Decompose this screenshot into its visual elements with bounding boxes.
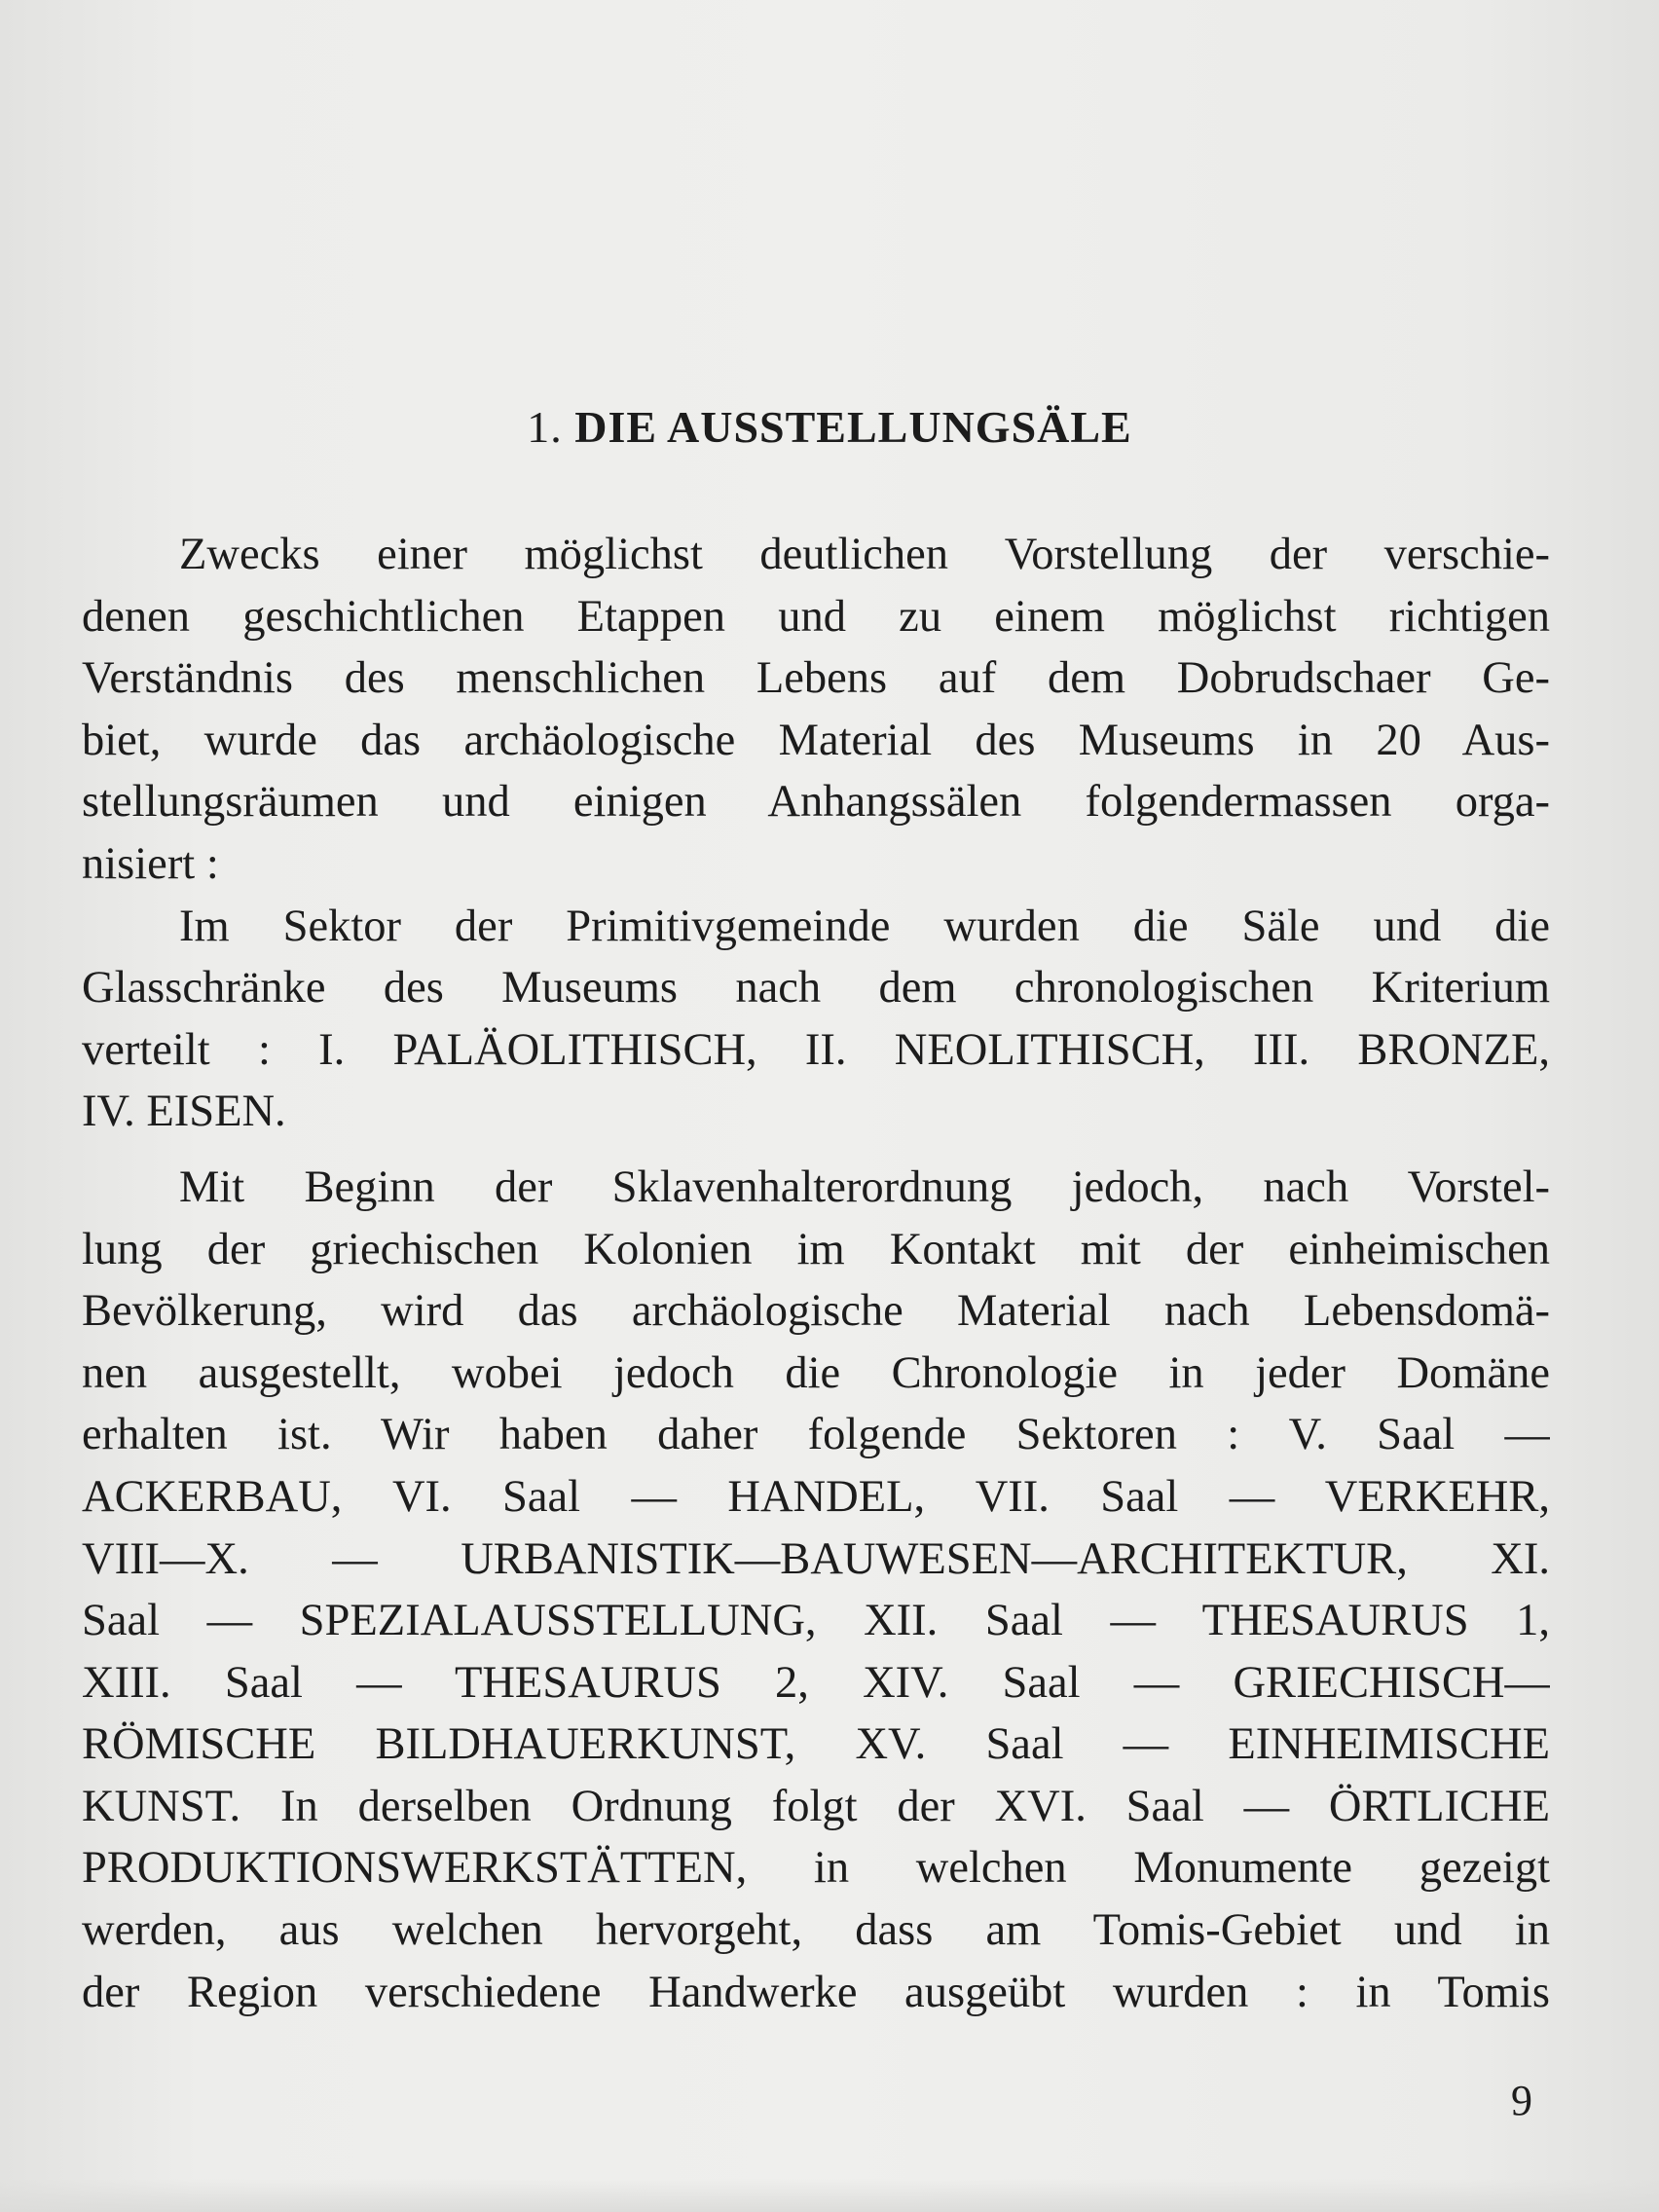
section-number: 1. [527, 402, 563, 452]
text-line: ACKERBAU, VI. Saal — HANDEL, VII. Saal — VERKEHR, [82, 1471, 1550, 1522]
text-line: werden, aus welchen hervorgeht, dass am Tomis-Gebiet und in [82, 1905, 1550, 1956]
paragraph-gap [82, 1143, 1550, 1157]
text-line: erhalten ist. Wir haben daher folgende Sektoren : V. Saal — [82, 1410, 1550, 1460]
text-line: XIII. Saal — THESAURUS 2, XIV. Saal — GRIECHISCH— [82, 1657, 1550, 1708]
text-line: stellungsräumen und einigen Anhangssälen folgendermassen orga- [82, 777, 1550, 828]
page-number: 9 [1511, 2077, 1532, 2124]
text-line: Saal — SPEZIALAUSSTELLUNG, XII. Saal — THESAURUS 1, [82, 1596, 1550, 1646]
text-line: Mit Beginn der Sklavenhalterordnung jedoch, nach Vorstel- [179, 1161, 1550, 1212]
text-line: Glasschränke des Museums nach dem chronologischen Kriterium [82, 963, 1550, 1014]
text-line: lung der griechischen Kolonien im Kontakt mit der einheimischen [82, 1224, 1550, 1274]
text-line: Verständnis des menschlichen Lebens auf dem Dobrudschaer Ge- [82, 653, 1550, 704]
text-line: nen ausgestellt, wobei jedoch die Chronologie in jeder Domäne [82, 1347, 1550, 1398]
text-line: nisiert : [82, 838, 219, 889]
text-line: Bevölkerung, wird das archäologische Material nach Lebensdomä- [82, 1286, 1550, 1337]
text-line: VIII—X. — URBANISTIK—BAUWESEN—ARCHITEKTUR, XI. [82, 1533, 1550, 1584]
page-bottom-edge [0, 2179, 1659, 2212]
text-line: biet, wurde das archäologische Material des Museums in 20 Aus- [82, 715, 1550, 765]
text-line: der Region verschiedene Handwerke ausgeübt wurden : in Tomis [82, 1967, 1550, 2017]
text-line: verteilt : I. PALÄOLITHISCH, II. NEOLITHISCH, III. BRONZE, [82, 1024, 1550, 1075]
text-line: KUNST. In derselben Ordnung folgt der XVI. Saal — ÖRTLICHE [82, 1781, 1550, 1831]
body-text [82, 524, 1550, 2023]
text-line: PRODUKTIONSWERKSTÄTTEN, in welchen Monumente gezeigt [82, 1843, 1550, 1894]
text-line: Zwecks einer möglichst deutlichen Vorstellung der verschie- [179, 530, 1550, 579]
text-line: IV. EISEN. [82, 1087, 286, 1137]
text-line: denen geschichtlichen Etappen und zu einem möglichst richtigen [82, 591, 1550, 642]
section-heading [0, 401, 1659, 453]
section-title: DIE AUSSTELLUNGSÄLE [574, 402, 1132, 452]
text-line: Im Sektor der Primitivgemeinde wurden die Säle und die [179, 901, 1550, 951]
text-line: RÖMISCHE BILDHAUERKUNST, XV. Saal — EINHEIMISCHE [82, 1719, 1550, 1770]
